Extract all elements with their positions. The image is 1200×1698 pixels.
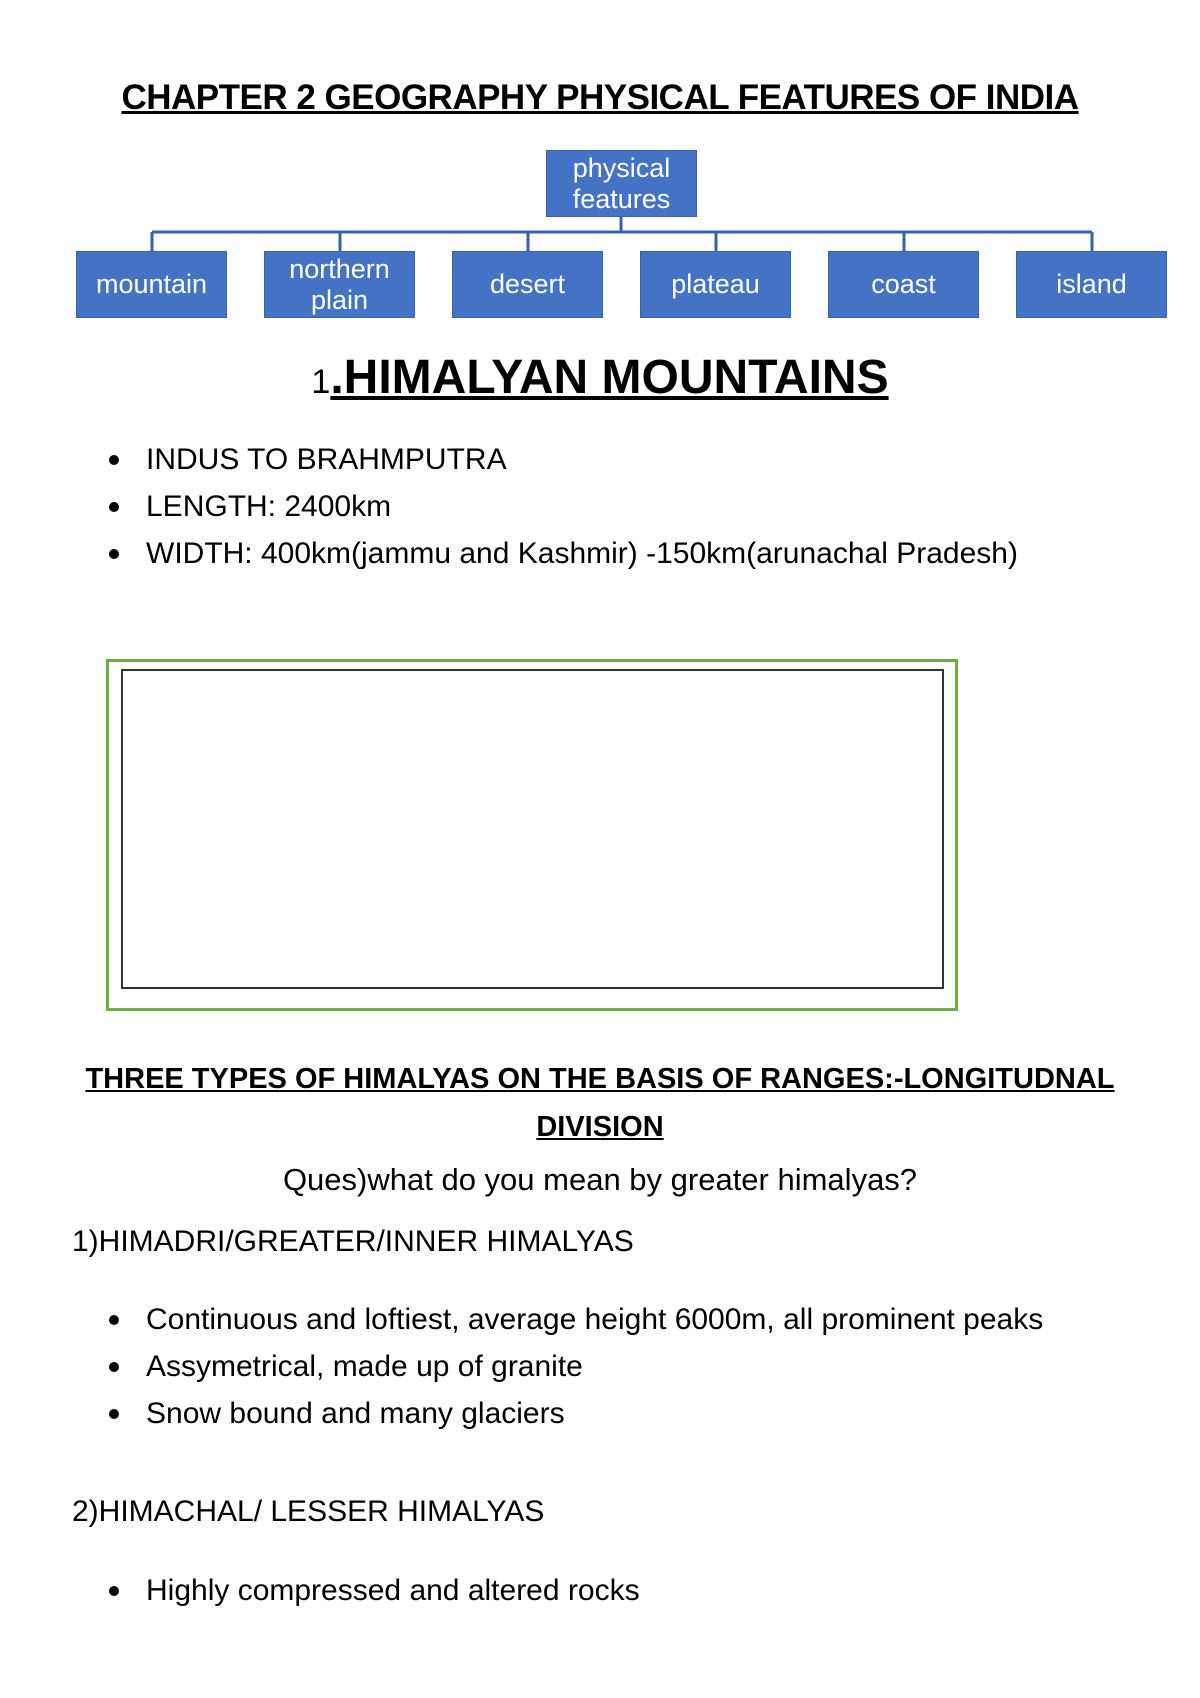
lesser-himalayas-list bbox=[106, 1567, 640, 1614]
org-chart-item-island: island bbox=[1016, 251, 1167, 318]
org-chart-item-mountain: mountain bbox=[76, 251, 227, 318]
image-placeholder bbox=[121, 669, 944, 989]
list-item: Highly compressed and altered rocks bbox=[106, 1567, 640, 1614]
list-item: WIDTH: 400km(jammu and Kashmir) -150km(arunachal Pradesh) bbox=[106, 530, 1018, 577]
himalaya-facts-list bbox=[106, 436, 1018, 577]
org-chart-item-desert: desert bbox=[452, 251, 603, 318]
list-item: Continuous and loftiest, average height 6000m, all prominent peaks bbox=[106, 1296, 1086, 1343]
org-chart-item-coast: coast bbox=[828, 251, 979, 318]
section-heading-text: .HIMALYAN MOUNTAINS bbox=[330, 351, 889, 404]
list-item: Snow bound and many glaciers bbox=[106, 1390, 1086, 1437]
org-chart-item-plateau: plateau bbox=[640, 251, 791, 318]
greater-himalayas-list bbox=[106, 1296, 1086, 1437]
org-chart-root: physical features bbox=[546, 150, 697, 217]
subheading-lesser-himalayas: 2)HIMACHAL/ LESSER HIMALYAS bbox=[72, 1495, 545, 1528]
subheading-greater-himalayas: 1)HIMADRI/GREATER/INNER HIMALYAS bbox=[72, 1225, 634, 1258]
question-text: Ques)what do you mean by greater himalyas? bbox=[282, 1162, 918, 1197]
section-heading-himalayan-mountains bbox=[0, 350, 1200, 405]
page-title: CHAPTER 2 GEOGRAPHY PHYSICAL FEATURES OF INDIA bbox=[121, 78, 1079, 117]
list-item: LENGTH: 2400km bbox=[106, 483, 1018, 530]
org-chart-item-northern-plain: northern plain bbox=[264, 251, 415, 318]
list-item: Assymetrical, made up of granite bbox=[106, 1343, 1086, 1390]
section-number: 1 bbox=[311, 363, 331, 401]
list-item: INDUS TO BRAHMPUTRA bbox=[106, 436, 1018, 483]
section-heading-three-types: THREE TYPES OF HIMALYAS ON THE BASIS OF RANGES:-LONGITUDNAL DIVISION bbox=[85, 1063, 1115, 1143]
